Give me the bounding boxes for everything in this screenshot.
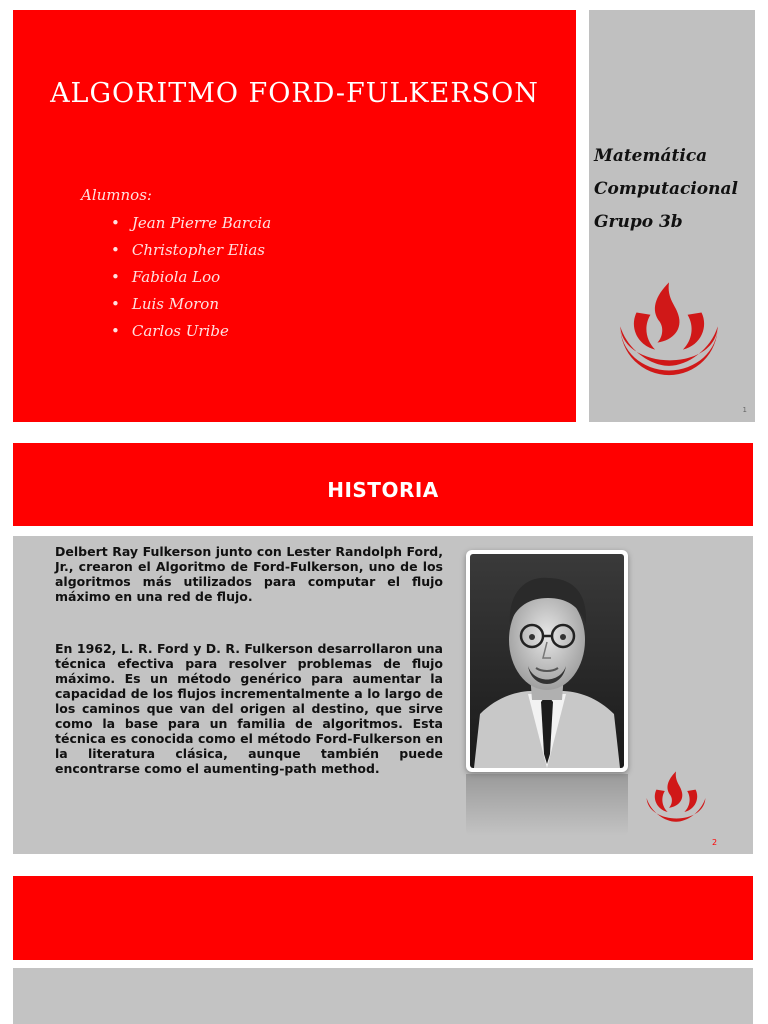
course-line: Computacional (594, 179, 738, 199)
slide-title: ALGORITMO FORD-FULKERSON (50, 78, 539, 109)
student-item: • Christopher Elias (111, 237, 271, 264)
students-list (111, 210, 271, 345)
historia-content-panel (13, 536, 753, 854)
title-slide-gray-panel (589, 10, 755, 422)
next-slide-content-panel (13, 968, 753, 1024)
course-info (594, 140, 754, 239)
slide-number: 2 (712, 838, 718, 847)
upc-flame-logo-icon (611, 280, 727, 396)
student-item: • Fabiola Loo (111, 264, 271, 291)
portrait-photo-icon (470, 554, 624, 768)
course-line: Matemática (594, 146, 708, 166)
next-slide-header-band (13, 876, 753, 960)
course-group: Grupo 3b (594, 212, 683, 232)
title-slide-red-panel (13, 10, 576, 422)
portrait-photo (466, 550, 628, 772)
photo-reflection (466, 774, 628, 836)
slide-number: 1 (742, 406, 747, 414)
historia-header-band (13, 443, 753, 526)
history-paragraph: Delbert Ray Fulkerson junto con Lester Randolph Ford, Jr., crearon el Algoritmo de Ford-Fulkerson, uno de los algoritmos más utilizados para computar el flujo máximo en una red de flujo. (55, 544, 443, 604)
student-item: • Jean Pierre Barcia (111, 210, 271, 237)
students-label: Alumnos: (81, 186, 152, 204)
upc-flame-logo-icon (641, 770, 711, 840)
history-paragraph: En 1962, L. R. Ford y D. R. Fulkerson desarrollaron una técnica efectiva para resolver problemas de flujo máximo. Es un método genérico para aumentar la capacidad de los flujos incrementalmente a lo largo de los caminos que van del origen al destino, que sirve como la base para un familia de algoritmos. Esta técnica es conocida como el método Ford-Fulkerson en la literatura clásica, aunque también puede encontrarse como el aumenting-path method. (55, 641, 443, 776)
student-item: • Carlos Uribe (111, 318, 271, 345)
section-heading: HISTORIA (327, 478, 439, 502)
student-item: • Luis Moron (111, 291, 271, 318)
